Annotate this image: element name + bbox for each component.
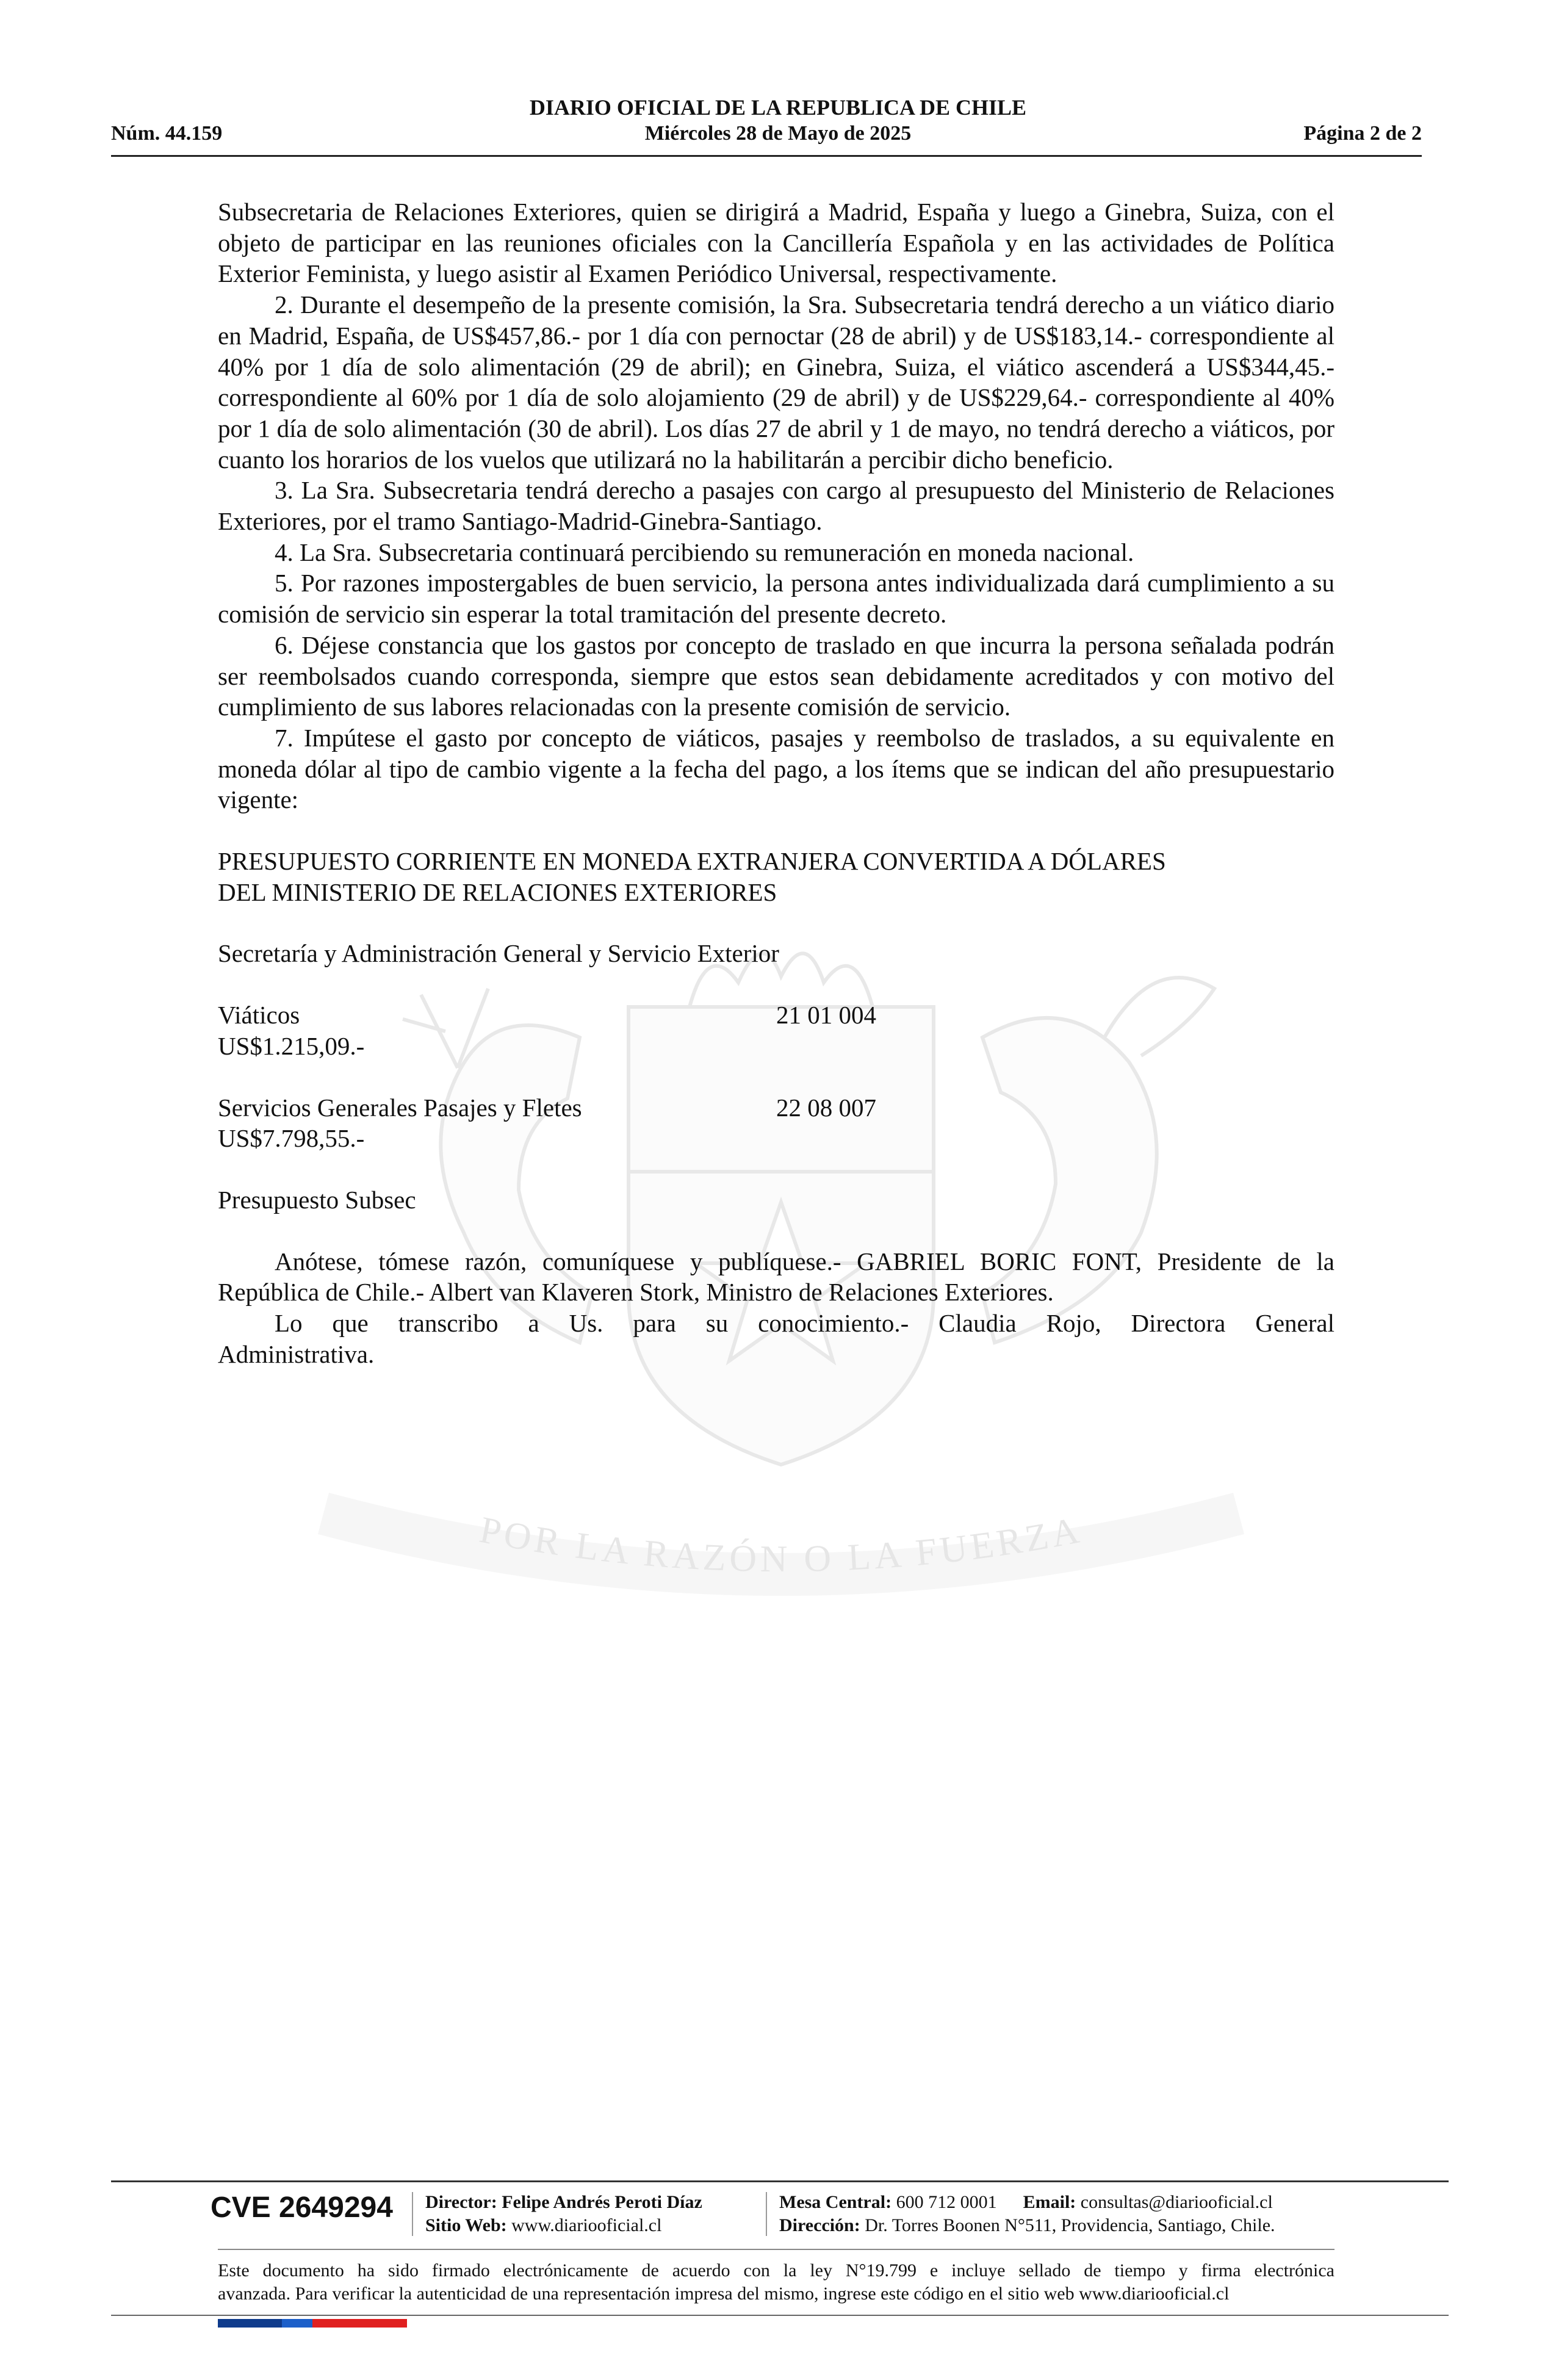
budget-item-label: Servicios Generales Pasajes y Fletes <box>218 1093 582 1122</box>
watermark-motto: POR LA RAZÓN O LA FUERZA <box>476 1509 1086 1581</box>
address-value: Dr. Torres Boonen N°511, Providencia, Santiago, Chile. <box>865 2215 1275 2235</box>
budget-item-amount: US$1.215,09.- <box>218 1031 365 1060</box>
budget-title-line-1: PRESUPUESTO CORRIENTE EN MONEDA EXTRANJERA CONVERTIDA A DÓLARES <box>218 847 1166 876</box>
footer-middle-rule <box>218 2249 1334 2250</box>
newspaper-title: DIARIO OFICIAL DE LA REPUBLICA DE CHILE <box>529 95 1027 120</box>
footer-bottom-rule <box>111 2315 1449 2316</box>
footer-separator <box>412 2192 413 2236</box>
paragraph-5: 5. Por razones impostergables de buen servicio, la persona antes individualizada dará cumplimiento a su comisión de servicio sin esperar la total tramitación del presente decreto. <box>218 569 1334 629</box>
mesa-label: Mesa Central: <box>779 2192 892 2212</box>
cve-code: CVE 2649294 <box>211 2191 393 2224</box>
flag-stripe-dark-blue <box>218 2319 282 2328</box>
budget-title-line-2: DEL MINISTERIO DE RELACIONES EXTERIORES <box>218 878 777 906</box>
legal-line-1: Este documento ha sido firmado electrónicamente de acuerdo con la ley N°19.799 e incluye sellado de tiempo y firma electrónica <box>218 2260 1334 2281</box>
paragraph-2: 2. Durante el desempeño de la presente comisión, la Sra. Subsecretaria tendrá derecho a un viático diario en Madrid, España, de US$457,86.- por 1 día con pernoctar (28 de abril) y de US$183,14.- correspondiente al 40% por 1 día de solo alimentación (29 de abril); en Ginebra, Suiza, el viático ascenderá a US$344,45.- correspondiente al 60% por 1 día de solo alojamiento (29 de abril) y de US$229,64.- correspondiente al 40% por 1 día de solo alimentación (30 de abril). Los días 27 de abril y 1 de mayo, no tendrá derecho a viáticos, por cuanto los horarios de los vuelos que utilizará no la habilitarán a percibir dicho beneficio. <box>218 290 1334 474</box>
director-label: Director: <box>425 2192 497 2212</box>
address-label: Dirección: <box>779 2215 860 2235</box>
budget-item-row <box>218 1000 1334 1031</box>
secretaria-heading: Secretaría y Administración General y Servicio Exterior <box>218 939 779 968</box>
transcribe-line-1: Lo que transcribo a Us. para su conocimiento.- Claudia Rojo, Directora General <box>275 1309 1334 1338</box>
legal-line-2: avanzada. Para verificar la autenticidad de una representación impresa del mismo, ingrese este código en el sitio web www.diariooficial.cl <box>218 2284 1230 2304</box>
document-body <box>218 197 1334 1370</box>
email-label: Email: <box>1023 2192 1076 2212</box>
flag-stripe-blue <box>282 2319 312 2328</box>
issue-date: Miércoles 28 de Mayo de 2025 <box>644 122 912 145</box>
mesa-phone: 600 712 0001 <box>896 2192 997 2212</box>
footer-contact-block <box>779 2191 1275 2237</box>
page-indicator: Página 2 de 2 <box>1303 122 1422 145</box>
footer-director-block <box>425 2191 702 2237</box>
paragraph-6: 6. Déjese constancia que los gastos por concepto de traslado en que incurra la persona señalada podrán ser reembolsados cuando corresponda, siempre que estos sean debidamente acreditados y con motivo del cumplimiento de sus labores relacionadas con la presente comisión de servicio. <box>218 630 1334 721</box>
header-divider <box>111 155 1422 157</box>
transcribe-line-2: Administrativa. <box>218 1340 375 1368</box>
email-link[interactable]: consultas@diariooficial.cl <box>1080 2192 1273 2212</box>
footer-legal-notice <box>218 2259 1334 2306</box>
footer-separator <box>766 2192 767 2236</box>
budget-item-label: Viáticos <box>218 1001 300 1030</box>
budget-item-amount: US$7.798,55.- <box>218 1124 365 1153</box>
site-link[interactable]: www.diariooficial.cl <box>511 2215 662 2235</box>
flag-stripe <box>218 2319 407 2328</box>
footer-top-rule <box>111 2180 1449 2182</box>
issue-number: Núm. 44.159 <box>111 122 223 145</box>
flag-stripe-red <box>312 2319 407 2328</box>
director-name: Felipe Andrés Peroti Díaz <box>502 2192 702 2212</box>
budget-item-code: 22 08 007 <box>776 1093 876 1122</box>
site-label: Sitio Web: <box>425 2215 507 2235</box>
presupuesto-subsec: Presupuesto Subsec <box>218 1185 416 1214</box>
paragraph-4: 4. La Sra. Subsecretaria continuará percibiendo su remuneración en moneda nacional. <box>275 538 1134 566</box>
paragraph-3: 3. La Sra. Subsecretaria tendrá derecho a pasajes con cargo al presupuesto del Ministerio de Relaciones Exteriores, por el tramo Santiago-Madrid-Ginebra-Santiago. <box>218 476 1334 536</box>
paragraph-1: Subsecretaria de Relaciones Exteriores, quien se dirigirá a Madrid, España y luego a Ginebra, Suiza, con el objeto de participar en las reuniones oficiales con la Cancillería Española y en las actividades de Política Exterior Feminista, y luego asistir al Examen Periódico Universal, respectivamente. <box>218 198 1334 288</box>
paragraph-7: 7. Impútese el gasto por concepto de viáticos, pasajes y reembolso de traslados, a su equivalente en moneda dólar al tipo de cambio vigente a la fecha del pago, a los ítems que se indican del año presupuestario vigente: <box>218 723 1334 814</box>
budget-item-row <box>218 1092 1334 1123</box>
budget-item-code: 21 01 004 <box>776 1001 876 1030</box>
closing-paragraph: Anótese, tómese razón, comuníquese y publíquese.- GABRIEL BORIC FONT, Presidente de la República de Chile.- Albert van Klaveren Stork, Ministro de Relaciones Exteriores. <box>218 1247 1334 1307</box>
